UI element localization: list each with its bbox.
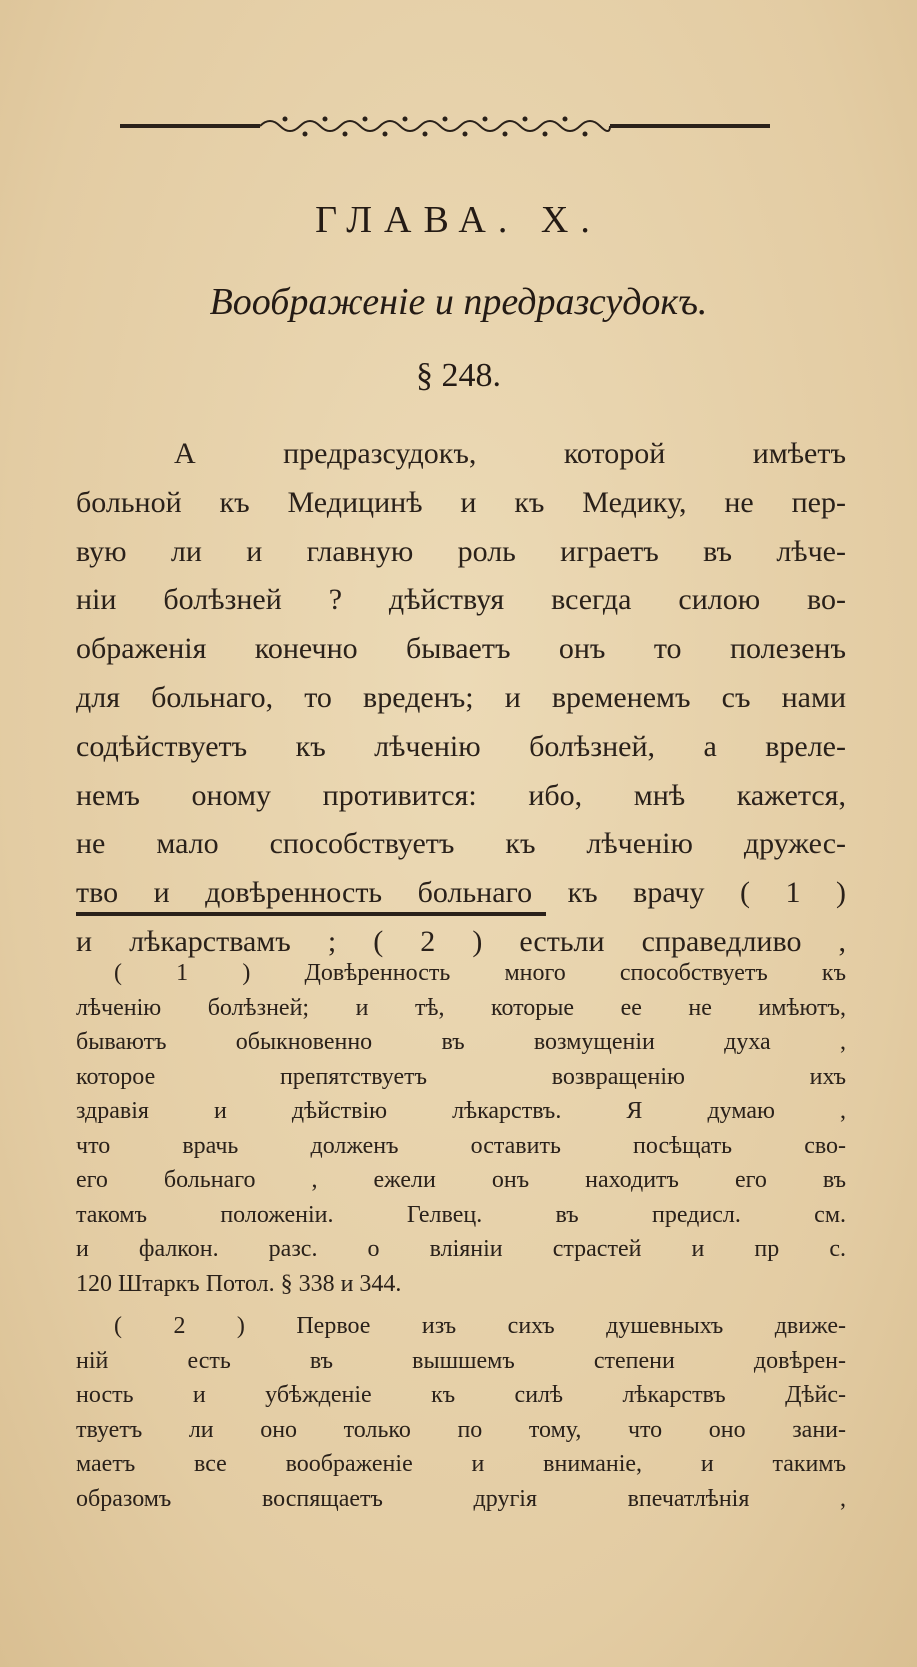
- footnote-divider: [76, 912, 546, 916]
- main-text-line: немъ оному противится: ибо, мнѣ кажется,: [76, 778, 846, 812]
- footnote-1-line: такомъ положенiи. Гелвец. въ предисл. см.: [76, 1201, 846, 1228]
- footnote-2-line: ( 2 ) Первое изъ сихъ душевныхъ движе-: [114, 1313, 846, 1339]
- footnotes: [76, 956, 846, 1516]
- main-text-line: А предразсудокъ, которой имѣетъ: [174, 437, 846, 470]
- footnote-2-line: нiй есть въ вышшемъ степени довѣрен-: [76, 1347, 846, 1374]
- footnote-1-line: его больнаго , ежели онъ находитъ его въ: [76, 1167, 846, 1193]
- footnote-1-line: ( 1 ) Довѣренность много способствуетъ къ: [114, 960, 846, 986]
- footnote-1-line: что врачь долженъ оставить посѣщать сво-: [76, 1132, 846, 1159]
- footnote-2-line: образомъ воспящаетъ другiя впечатлѣнiя ,: [76, 1485, 846, 1512]
- footnote-2-line: твуетъ ли оно только по тому, что оно зани-: [76, 1416, 846, 1443]
- footnote-1-line: которое препятствуетъ возвращенiю ихъ: [76, 1063, 846, 1090]
- main-text-line: вую ли и главную роль играетъ въ лѣче-: [76, 534, 846, 568]
- main-text-line: ображенiя конечно бываетъ онъ то полезенъ: [76, 632, 846, 666]
- footnote-1-line: и фалкон. разс. о влiянiи страстей и пр с.: [76, 1236, 846, 1262]
- main-text-line: тво и довѣренность больнаго къ врачу ( 1 ): [76, 876, 846, 910]
- main-text-line: нiи болѣзней ? дѣйствуя всегда силою во-: [76, 583, 846, 617]
- main-text-line: для больнаго, то вреденъ; и временемъ съ нами: [76, 680, 846, 714]
- footnote-1-line: лѣченiю болѣзней; и тѣ, которые ее не имѣютъ,: [76, 994, 846, 1021]
- footnote-1-line: бываютъ обыкновенно въ возмущенiи духа ,: [76, 1029, 846, 1055]
- main-text-line: и лѣкарствамъ ; ( 2 ) естьли справедливо ,: [76, 924, 846, 958]
- footnote-2-line: ность и убѣжденiе къ силѣ лѣкарствъ Дѣйс-: [76, 1382, 846, 1408]
- footnote-1-line: 120 Штаркъ Потол. § 338 и 344.: [76, 1270, 402, 1297]
- main-text-line: больной къ Медицинѣ и къ Медику, не пер-: [76, 485, 846, 519]
- section-mark: § 248.: [416, 357, 501, 394]
- chapter-title: ГЛАВА. Х.: [315, 199, 602, 241]
- chapter-subtitle: Воображенiе и предразсудокъ.: [209, 281, 708, 323]
- main-text-line: не мало способствуетъ къ лѣченiю дружес-: [76, 827, 846, 861]
- footnote-1-line: здравiя и дѣйствiю лѣкарствъ. Я думаю ,: [76, 1098, 846, 1124]
- main-paragraph: [76, 430, 846, 967]
- decorative-header-ornament: [120, 112, 770, 142]
- main-text-line: содѣйствуетъ къ лѣченiю болѣзней, а вреле-: [76, 729, 846, 763]
- footnote-2-line: маетъ все воображенiе и вниманiе, и такимъ: [76, 1451, 846, 1477]
